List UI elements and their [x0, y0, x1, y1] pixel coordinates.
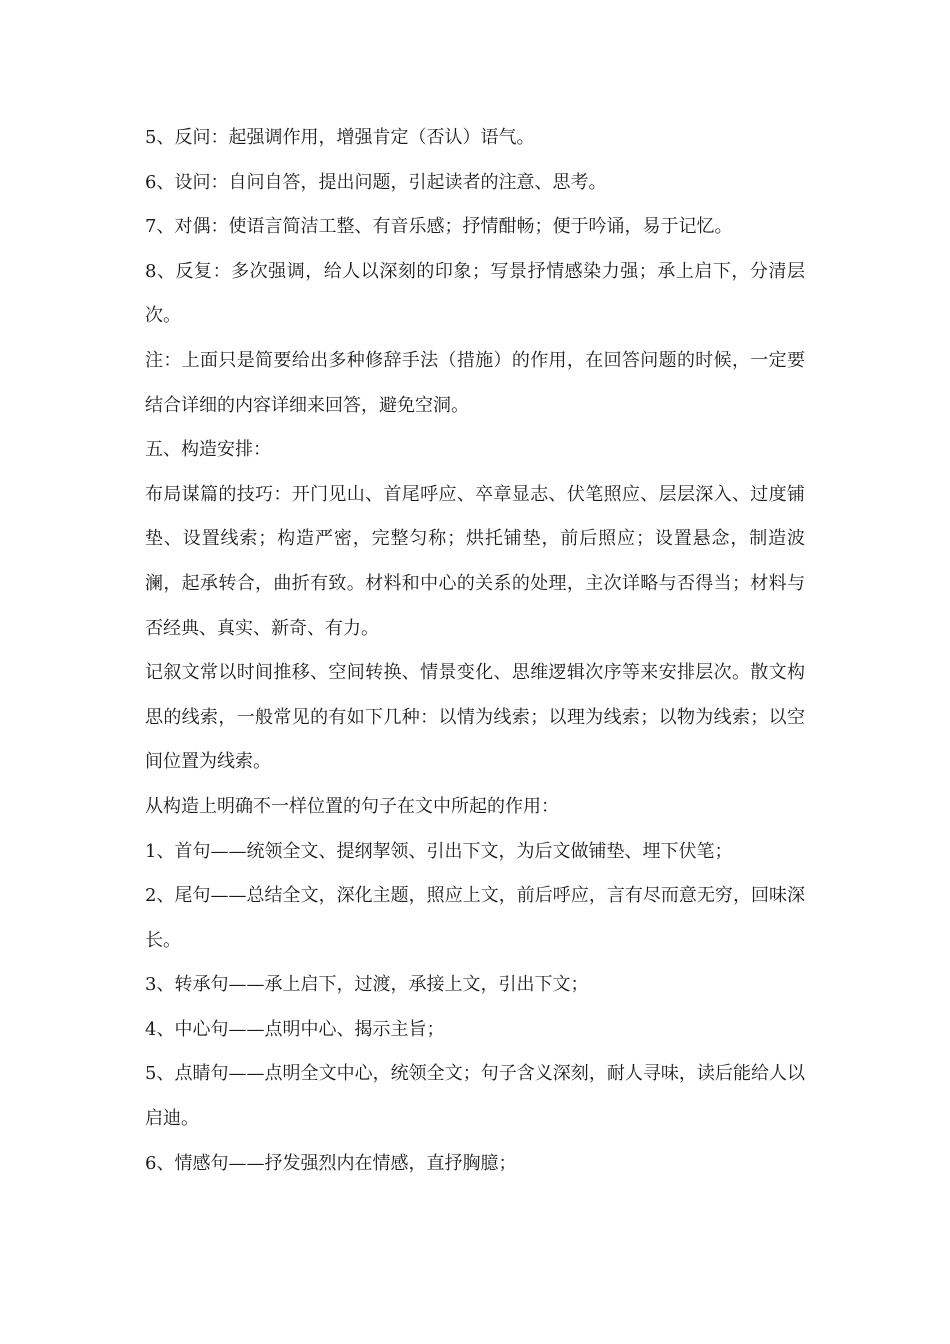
paragraph-narrative-clues: 记叙文常以时间推移、空间转换、情景变化、思维逻辑次序等来安排层次。散文构思的线索，一般常见的有如下几种：以情为线索；以理为线索；以物为线索；以空间位置为线索。 [145, 662, 805, 773]
paragraph-note: 注：上面只是简要给出多种修辞手法（措施）的作用，在回答问题的时候，一定要结合详细的内容详细来回答，避免空洞。 [145, 349, 805, 416]
paragraph-layout-techniques: 布局谋篇的技巧：开门见山、首尾呼应、卒章显志、伏笔照应、层层深入、过度铺垫、设置线索；构造严密，完整匀称；烘托铺垫，前后照应；设置悬念，制造波澜，起承转合，曲折有致。材料和中心的关系的处理，主次详略与否得当；材料与否经典、真实、新奇、有力。 [145, 483, 805, 639]
paragraph-antithesis: 7、对偶：使语言简洁工整、有音乐感；抒情酣畅；便于吟诵，易于记忆。 [145, 216, 733, 238]
section-heading-structure: 五、构造安排： [145, 439, 271, 461]
paragraph-rhetorical-question: 5、反问：起强调作用，增强肯定（否认）语气。 [145, 127, 535, 148]
paragraph-sentence-positions-intro: 从构造上明确不一样位置的句子在文中所起的作用： [145, 795, 559, 817]
paragraph-self-question: 6、设问：自问自答，提出问题，引起读者的注意、思考。 [145, 171, 607, 193]
list-item-central-sentence: 4、中心句——点明中心、揭示主旨； [145, 1018, 445, 1040]
list-item-emotion-sentence: 6、情感句——抒发强烈内在情感，直抒胸臆； [145, 1152, 517, 1174]
document-body [145, 116, 805, 1186]
list-item-key-sentence: 5、点睛句——点明全文中心，统领全文；句子含义深刻，耐人寻味，读后能给人以启迪。 [145, 1063, 805, 1130]
paragraph-repetition: 8、反复：多次强调，给人以深刻的印象；写景抒情感染力强；承上启下，分清层次。 [145, 260, 805, 327]
list-item-transition-sentence: 3、转承句——承上启下，过渡，承接上文，引出下文； [145, 974, 589, 996]
list-item-last-sentence: 2、尾句——总结全文，深化主题，照应上文，前后呼应，言有尽而意无穷，回味深长。 [145, 885, 805, 951]
list-item-first-sentence: 1、首句——统领全文、提纲挈领、引出下文，为后文做铺垫、埋下伏笔； [145, 840, 733, 862]
